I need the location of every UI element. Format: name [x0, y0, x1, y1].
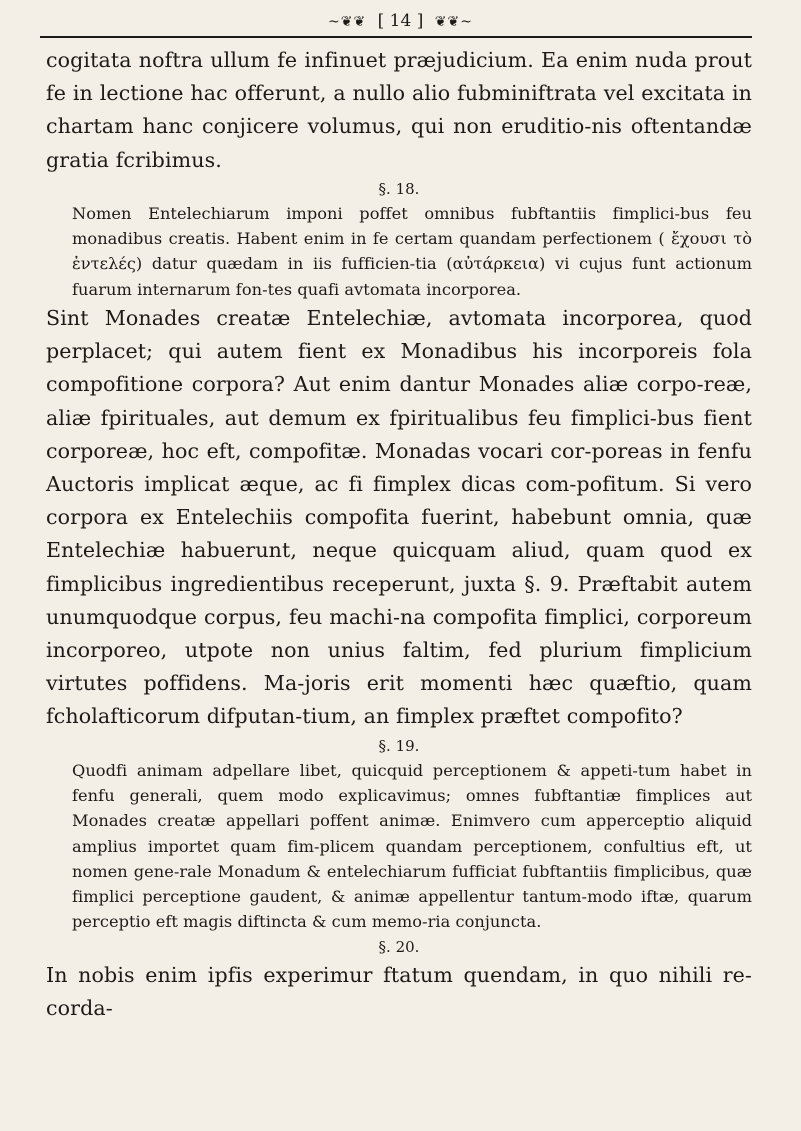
- paragraph-section-19: Quodfi animam adpellare libet, quicquid perceptionem & appeti-tum habet in fenfu generali, quem modo explicavimus; omnes fubftantiæ fimplices aut Monades creatæ appellari poffent animæ. Enimvero cum apperceptio aliquid amplius importet quam fim-plicem quandam perceptionem, confultius eft, ut nomen gene-rale Monadum & entelechiarum fufficiat fubftantiis fimplicibus, quæ fimplici perceptione gaudent, & animæ appellentur tantum-modo iftæ, quarum perceptio eft magis diftincta & cum memo-ria conjuncta.: [72, 760, 752, 932]
- section-number-20: §. 20.: [378, 937, 420, 956]
- body-text: [46, 44, 752, 1025]
- section-number-19: §. 19.: [378, 736, 420, 755]
- section-number-18: §. 18.: [378, 179, 420, 198]
- paragraph-monades: Sint Monades creatæ Entelechiæ, avtomata incorporea, quod perplacet; qui autem fient ex Monadibus his incorporeis fola compofitione corpora? Aut enim dantur Monades aliæ corpo-reæ, aliæ fpirituales, aut demum ex fpiritualibus feu fimplici-bus fient corporeæ, hoc eft, compofitæ. Monadas vocari cor-poreas in fenfu Auctoris implicat æque, ac fi fimplex dicas com-pofitum. Si vero corpora ex Entelechiis compofita fuerint, habebunt omnia, quæ Entelechiæ habuerunt, neque quicquam aliud, quam quod ex fimplicibus ingredientibus receperunt, juxta §. 9. Præftabit autem unumquodque corpus, feu machi-na compofita fimplici, corporeum incorporeo, utpote non unius faltim, fed plurium fimplicium virtutes poffidens. Ma-joris erit momenti hæc quæftio, quam fcholafticorum difputan-tium, an fimplex præftet compofito?: [46, 306, 752, 729]
- page-number: [ 14 ]: [377, 11, 424, 31]
- header-rule: [40, 36, 752, 38]
- paragraph-section-20: In nobis enim ipfis experimur ftatum quendam, in quo nihili re-corda-: [46, 962, 752, 1020]
- paragraph-intro: cogitata noftra ullum fe infinuet præjudicium. Ea enim nuda prout fe in lectione hac offerunt, a nullo alio fubminiftrata vel excitata in chartam hanc conjicere volumus, qui non eruditio-nis oftentandæ gratia fcribimus.: [46, 48, 752, 172]
- paragraph-section-18: Nomen Entelechiarum imponi poffet omnibus fubftantiis fimplici-bus feu monadibus creatis. Habent enim in fe certam quandam perfectionem ( ἔχουσι τὸ ἐντελές) datur quædam in iis fufficien-tia (αὐτάρκεια) vi cujus funt actionum fuarum internarum fon-tes quafi avtomata incorporea.: [72, 203, 752, 299]
- running-header: [0, 6, 801, 36]
- ornament-right: ❦❦~: [434, 14, 473, 30]
- ornament-left: ~❦❦: [328, 14, 367, 30]
